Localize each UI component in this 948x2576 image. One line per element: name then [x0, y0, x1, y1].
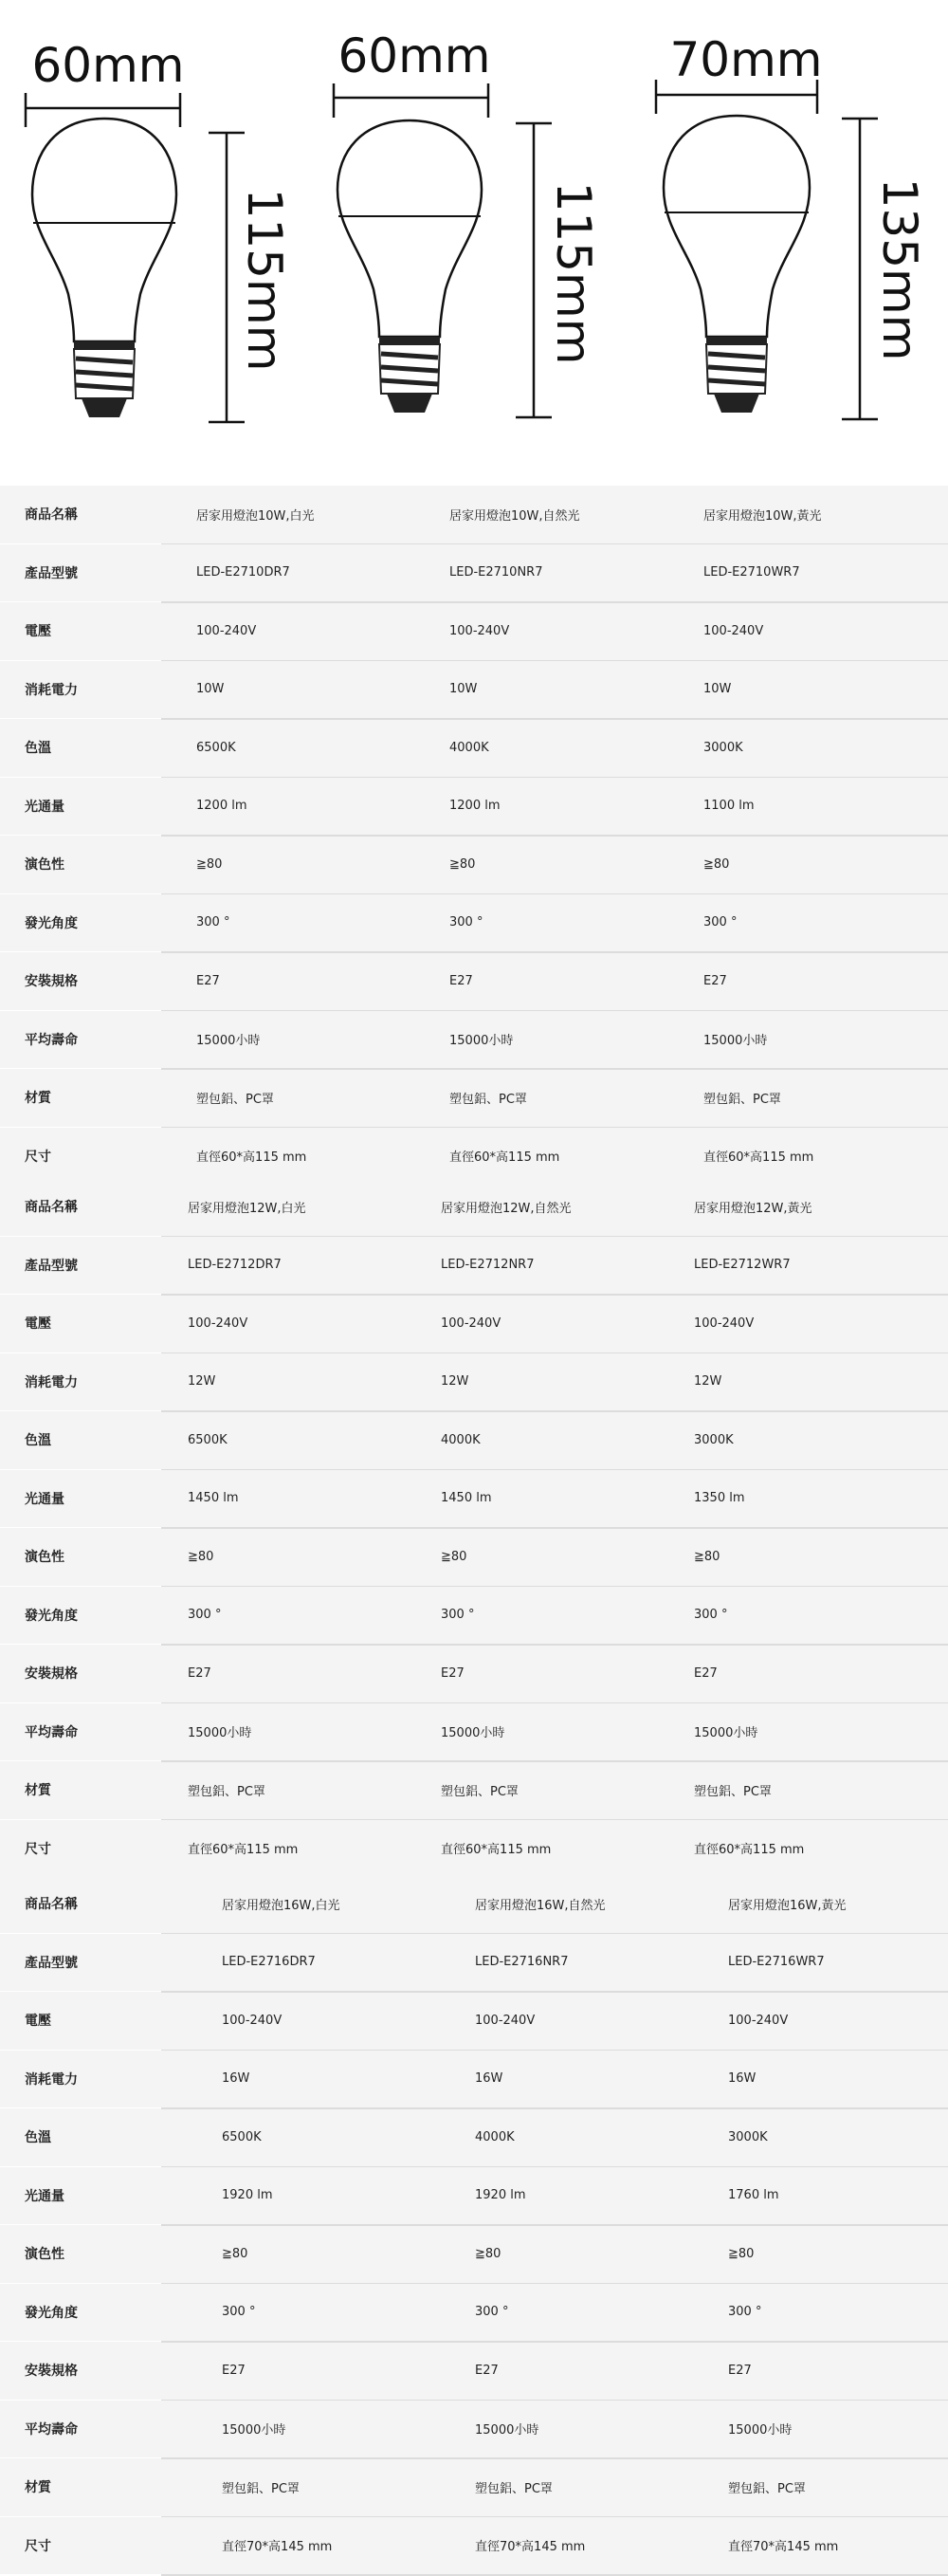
row-label: 平均壽命 [25, 1724, 78, 1740]
table-row [0, 2108, 948, 2167]
spec-cell: 1100 lm [703, 799, 755, 814]
spec-cell: 100-240V [694, 1316, 755, 1331]
row-label: 光通量 [25, 2188, 64, 2204]
table-row [0, 1703, 948, 1762]
table-row [0, 2225, 948, 2284]
spec-cell: 塑包鋁、PC罩 [703, 1092, 781, 1107]
table-row [0, 1069, 948, 1128]
spec-cell: 300 ° [196, 915, 230, 930]
spec-cell: 300 ° [728, 2305, 762, 2320]
spec-cell: 4000K [449, 740, 489, 755]
bulb-2-height-label: 115mm [546, 181, 601, 365]
spec-cell: 15000小時 [188, 1726, 252, 1741]
row-label: 電壓 [25, 624, 51, 640]
table-row [0, 778, 948, 837]
spec-cell: 16W [222, 2071, 250, 2087]
spec-cell: 居家用燈泡10W,黃光 [703, 508, 822, 524]
spec-cell: 12W [441, 1374, 469, 1389]
spec-cell: LED-E2712WR7 [694, 1258, 791, 1273]
spec-cell: 直徑70*高145 mm [222, 2540, 333, 2555]
spec-cell: ≧80 [441, 1549, 467, 1564]
spec-cell: 6500K [188, 1432, 228, 1447]
table-row [0, 1353, 948, 1412]
spec-cell: 4000K [475, 2129, 515, 2144]
spec-cell: 居家用燈泡16W,黃光 [728, 1898, 847, 1913]
spec-cell: 100-240V [449, 623, 510, 638]
row-label: 產品型號 [25, 565, 78, 581]
row-label: 消耗電力 [25, 1374, 78, 1390]
spec-cell: 直徑70*高145 mm [728, 2540, 839, 2555]
spec-cell: LED-E2716DR7 [222, 1955, 316, 1970]
bulb-2-outline [337, 120, 482, 337]
spec-cell: 300 ° [222, 2305, 256, 2320]
spec-cell: E27 [222, 2363, 246, 2378]
row-label: 商品名稱 [25, 1897, 78, 1913]
table-row [0, 1128, 948, 1187]
spec-cell: 直徑60*高115 mm [188, 1843, 299, 1858]
row-label: 材質 [25, 2480, 51, 2496]
spec-cell: 居家用燈泡16W,自然光 [475, 1898, 606, 1913]
spec-cell: 1200 lm [449, 799, 501, 814]
spec-cell: 1920 lm [475, 2188, 526, 2203]
row-label: 色溫 [25, 1433, 51, 1449]
table-row [0, 1934, 948, 1993]
spec-cell: 12W [188, 1374, 216, 1389]
bulb-3-height-label: 135mm [872, 177, 927, 361]
spec-cell: LED-E2712DR7 [188, 1258, 282, 1273]
spec-cell: 居家用燈泡12W,自然光 [441, 1201, 572, 1216]
spec-cell: 15000小時 [449, 1034, 514, 1049]
row-label: 平均壽命 [25, 2421, 78, 2438]
spec-cell: 4000K [441, 1432, 481, 1447]
spec-cell: 16W [728, 2071, 757, 2087]
bulb-1-height-label: 115mm [237, 188, 292, 372]
spec-cell: 100-240V [196, 623, 257, 638]
spec-cell: E27 [441, 1665, 465, 1681]
table-row [0, 486, 948, 544]
spec-cell: 6500K [222, 2129, 262, 2144]
spec-cell: 塑包鋁、PC罩 [728, 2481, 806, 2496]
spec-cell: ≧80 [222, 2246, 248, 2261]
spec-cell: 15000小時 [728, 2423, 793, 2438]
spec-cell: LED-E2716WR7 [728, 1955, 825, 1970]
bulb-2-width-label: 60mm [337, 28, 491, 83]
bulb-diagram-3 [656, 32, 927, 419]
spec-cell: 16W [475, 2071, 503, 2087]
spec-cell: E27 [196, 973, 220, 988]
bulb-1-width-label: 60mm [31, 38, 185, 93]
spec-cell: 12W [694, 1374, 722, 1389]
spec-cell: 塑包鋁、PC罩 [222, 2481, 300, 2496]
spec-cell: 塑包鋁、PC罩 [694, 1784, 772, 1799]
bulb-3-width-label: 70mm [669, 32, 823, 87]
bulb-3-outline [664, 116, 810, 337]
spec-cell: LED-E2710NR7 [449, 565, 543, 580]
row-label: 商品名稱 [25, 1200, 78, 1216]
spec-cell: 塑包鋁、PC罩 [475, 2481, 553, 2496]
spec-cell: ≧80 [694, 1549, 720, 1564]
row-label: 光通量 [25, 1491, 64, 1507]
spec-cell: LED-E2710DR7 [196, 565, 290, 580]
spec-cell: 居家用燈泡12W,黃光 [694, 1201, 812, 1216]
spec-cell: E27 [188, 1665, 211, 1681]
table-row [0, 1011, 948, 1070]
spec-cell: 直徑60*高115 mm [196, 1150, 307, 1166]
spec-cell: 15000小時 [441, 1726, 505, 1741]
table-row [0, 1587, 948, 1646]
spec-cell: 居家用燈泡16W,白光 [222, 1898, 340, 1913]
row-label: 尺寸 [25, 1841, 51, 1857]
spec-cell: 1760 lm [728, 2188, 779, 2203]
spec-cell: 直徑60*高115 mm [703, 1150, 814, 1166]
table-row [0, 661, 948, 720]
table-row [0, 1992, 948, 2051]
spec-cell: 居家用燈泡12W,白光 [188, 1201, 306, 1216]
spec-cell: 300 ° [703, 915, 738, 930]
spec-cell: E27 [449, 973, 473, 988]
table-row [0, 544, 948, 603]
row-label: 安裝規格 [25, 1666, 78, 1683]
table-row [0, 2517, 948, 2576]
spec-cell: ≧80 [449, 856, 476, 872]
table-row [0, 1411, 948, 1470]
table-row [0, 602, 948, 661]
spec-cell: 直徑60*高115 mm [694, 1843, 805, 1858]
table-row [0, 2458, 948, 2517]
spec-table-1 [0, 486, 948, 1186]
spec-cell: 居家用燈泡10W,自然光 [449, 508, 580, 524]
spec-cell: LED-E2712NR7 [441, 1258, 535, 1273]
row-label: 色溫 [25, 2130, 51, 2146]
bulb-1-outline [32, 119, 176, 341]
spec-cell: 塑包鋁、PC罩 [441, 1784, 519, 1799]
spec-cell: ≧80 [703, 856, 730, 872]
row-label: 光通量 [25, 799, 64, 815]
spec-cell: E27 [728, 2363, 752, 2378]
spec-cell: LED-E2716NR7 [475, 1955, 569, 1970]
row-label: 平均壽命 [25, 1032, 78, 1048]
bulb-dimension-diagram [0, 0, 948, 484]
bulb-diagram-2 [334, 28, 601, 417]
row-divider [161, 2574, 948, 2576]
table-row [0, 952, 948, 1011]
spec-cell: 居家用燈泡10W,白光 [196, 508, 315, 524]
spec-cell: 100-240V [475, 2013, 536, 2028]
spec-cell: 3000K [703, 740, 743, 755]
spec-cell: 100-240V [188, 1316, 248, 1331]
spec-cell: 100-240V [728, 2013, 789, 2028]
spec-cell: E27 [694, 1665, 718, 1681]
row-label: 材質 [25, 1783, 51, 1799]
spec-cell: 15000小時 [222, 2423, 286, 2438]
spec-cell: 塑包鋁、PC罩 [196, 1092, 274, 1107]
spec-cell: 100-240V [441, 1316, 501, 1331]
bulb-diagram-1 [26, 38, 292, 422]
spec-cell: 300 ° [188, 1608, 222, 1623]
spec-cell: 塑包鋁、PC罩 [449, 1092, 527, 1107]
spec-cell: 直徑60*高115 mm [441, 1843, 552, 1858]
row-label: 商品名稱 [25, 507, 78, 524]
row-label: 尺寸 [25, 2538, 51, 2554]
spec-cell: 300 ° [694, 1608, 728, 1623]
spec-cell: 1450 lm [441, 1491, 492, 1506]
spec-cell: 直徑70*高145 mm [475, 2540, 586, 2555]
table-row [0, 836, 948, 894]
table-row [0, 2284, 948, 2343]
row-label: 演色性 [25, 857, 64, 874]
spec-cell: 直徑60*高115 mm [449, 1150, 560, 1166]
row-label: 演色性 [25, 1550, 64, 1566]
spec-cell: 1920 lm [222, 2188, 273, 2203]
spec-table-3 [0, 1875, 948, 2575]
row-label: 產品型號 [25, 1258, 78, 1274]
spec-cell: 15000小時 [475, 2423, 539, 2438]
table-row [0, 1178, 948, 1237]
spec-cell: 3000K [694, 1432, 734, 1447]
spec-cell: 100-240V [222, 2013, 283, 2028]
row-label: 電壓 [25, 2014, 51, 2030]
table-row [0, 894, 948, 953]
spec-cell: ≧80 [196, 856, 223, 872]
spec-cell: E27 [703, 973, 727, 988]
spec-table-2 [0, 1178, 948, 1878]
spec-cell: 15000小時 [694, 1726, 758, 1741]
row-label: 發光角度 [25, 2305, 78, 2321]
spec-cell: 1450 lm [188, 1491, 239, 1506]
table-row [0, 2401, 948, 2459]
row-label: 材質 [25, 1091, 51, 1107]
row-label: 發光角度 [25, 1608, 78, 1624]
spec-cell: 10W [703, 682, 732, 697]
spec-cell: 10W [449, 682, 478, 697]
row-label: 安裝規格 [25, 2364, 78, 2380]
row-label: 產品型號 [25, 1955, 78, 1971]
spec-cell: E27 [475, 2363, 499, 2378]
row-label: 電壓 [25, 1316, 51, 1333]
row-label: 尺寸 [25, 1149, 51, 1165]
table-row [0, 2167, 948, 2226]
table-row [0, 1295, 948, 1353]
spec-cell: 3000K [728, 2129, 768, 2144]
row-label: 發光角度 [25, 915, 78, 931]
spec-cell: 300 ° [475, 2305, 509, 2320]
row-label: 色溫 [25, 741, 51, 757]
table-row [0, 2051, 948, 2109]
spec-cell: 1350 lm [694, 1491, 745, 1506]
row-label: 演色性 [25, 2247, 64, 2263]
table-row [0, 1528, 948, 1587]
spec-cell: LED-E2710WR7 [703, 565, 800, 580]
spec-cell: 10W [196, 682, 225, 697]
spec-cell: 15000小時 [703, 1034, 768, 1049]
spec-cell: 6500K [196, 740, 236, 755]
table-row [0, 1470, 948, 1529]
table-row [0, 2342, 948, 2401]
spec-cell: 100-240V [703, 623, 764, 638]
table-row [0, 1645, 948, 1703]
spec-cell: 1200 lm [196, 799, 247, 814]
table-row [0, 719, 948, 778]
row-label: 安裝規格 [25, 974, 78, 990]
spec-cell: 300 ° [441, 1608, 475, 1623]
spec-cell: 300 ° [449, 915, 483, 930]
table-row [0, 1875, 948, 1934]
spec-cell: 15000小時 [196, 1034, 261, 1049]
spec-cell: ≧80 [728, 2246, 755, 2261]
table-row [0, 1237, 948, 1296]
spec-cell: 塑包鋁、PC罩 [188, 1784, 265, 1799]
table-row [0, 1761, 948, 1820]
spec-cell: ≧80 [188, 1549, 214, 1564]
row-label: 消耗電力 [25, 2071, 78, 2088]
table-row [0, 1820, 948, 1879]
row-label: 消耗電力 [25, 682, 78, 698]
spec-cell: ≧80 [475, 2246, 501, 2261]
